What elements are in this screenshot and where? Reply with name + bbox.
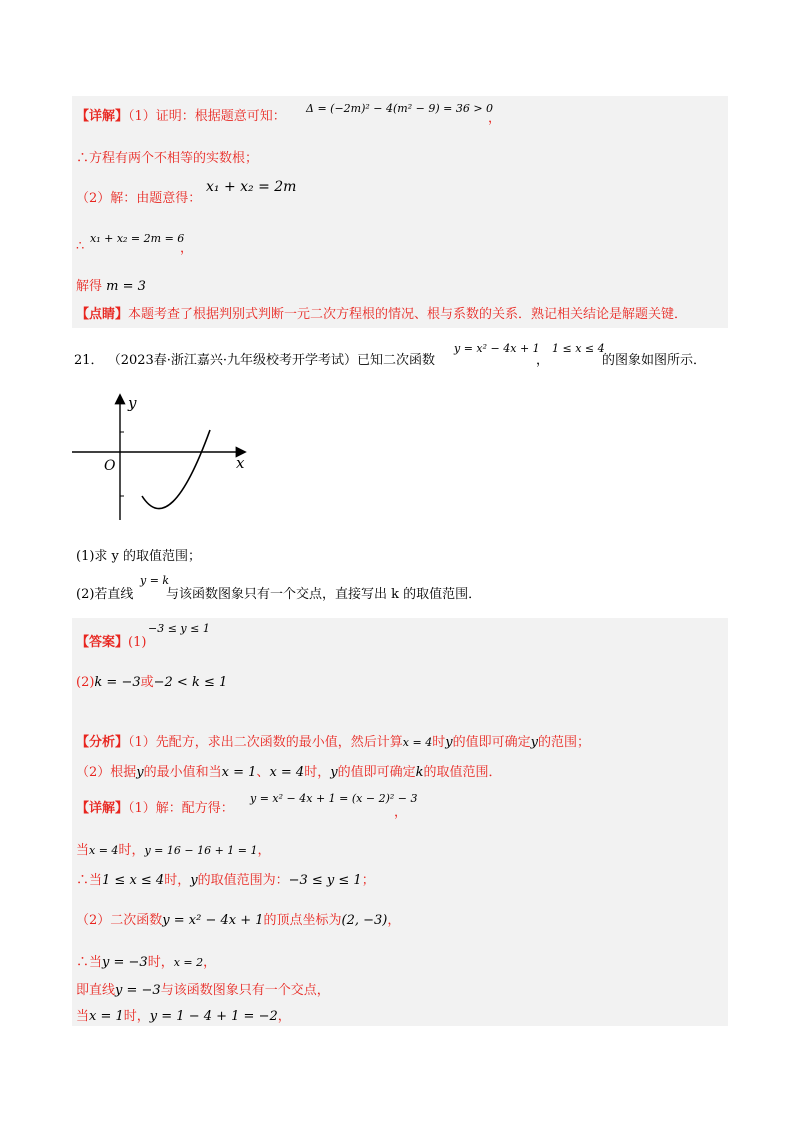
punct: ， xyxy=(394,805,408,820)
punct: ， xyxy=(536,353,550,368)
detail2-line-4: （2）二次函数y = x² − 4x + 1的顶点坐标为(2, −3)， xyxy=(76,913,401,928)
answer-line-2: (2)k = −3或−2 < k ≤ 1 xyxy=(76,675,228,690)
question-function: y = x² − 4x + 1 xyxy=(454,342,540,355)
answer-line-1: 【答案】(1) xyxy=(76,635,147,650)
question-range: 1 ≤ x ≤ 4 xyxy=(552,342,605,355)
detail2-line-6: 即直线y = −3与该函数图象只有一个交点， xyxy=(76,983,330,998)
comment-line: 【点睛】本题考查了根据判别式判断一元二次方程根的情况、根与系数的关系．熟记相关结论是解题关键． xyxy=(76,307,688,322)
detail2-line-1: 【详解】（1）解：配方得： xyxy=(76,801,234,816)
analysis-line-2: （2）根据y的最小值和当x = 1、x = 4时，y的值即可确定k的取值范围． xyxy=(76,765,502,780)
x-axis-label: x xyxy=(236,454,245,472)
solution-block-1 xyxy=(72,96,728,328)
detail-line-3: （2）解：由题意得： xyxy=(76,191,202,206)
sum-equals-six: x₁ + x₂ = 2m = 6 xyxy=(90,232,185,245)
question-tail: 的图象如图所示． xyxy=(602,353,707,368)
analysis-line-1: 【分析】（1）先配方，求出二次函数的最小值，然后计算x = 4时y的值即可确定y的范围； xyxy=(76,735,590,750)
parabola-curve xyxy=(142,430,210,509)
completed-square: y = x² − 4x + 1 = (x − 2)² − 3 xyxy=(250,792,418,805)
part-1-question: (1)求 y 的取值范围； xyxy=(76,549,202,564)
answer-1-range: −3 ≤ y ≤ 1 xyxy=(148,622,210,635)
origin-label: O xyxy=(104,458,116,474)
question-line: 21． （2023春·浙江嘉兴·九年级校考开学考试）已知二次函数 xyxy=(74,353,436,368)
detail-line-4-pre: ∴ xyxy=(76,239,85,254)
sum-formula: x₁ + x₂ = 2m xyxy=(206,179,297,195)
part-2-question-a: (2)若直线 xyxy=(76,587,134,602)
detail2-line-5: ∴当y = −3时，x = 2， xyxy=(76,955,217,970)
parabola-figure xyxy=(64,390,264,526)
detail-line-5: 解得 m = 3 xyxy=(76,279,146,294)
detail-line-1: 【详解】（1）证明：根据题意可知： xyxy=(76,109,286,124)
part-2-question-b: 与该函数图象只有一个交点，直接写出 k 的取值范围． xyxy=(166,587,482,602)
detail2-line-3: ∴当1 ≤ x ≤ 4时，y的取值范围为：−3 ≤ y ≤ 1； xyxy=(76,873,375,888)
discriminant-formula: Δ = (−2m)² − 4(m² − 9) = 36 > 0 xyxy=(306,102,494,115)
detail-line-2: ∴方程有两个不相等的实数根； xyxy=(76,151,259,166)
detail-tag: 【详解】 xyxy=(76,109,129,124)
y-axis-label: y xyxy=(128,394,137,412)
detail2-line-2: 当x = 4时，y = 16 − 16 + 1 = 1， xyxy=(76,843,271,858)
line-y-k: y = k xyxy=(140,574,170,587)
punct: ， xyxy=(488,111,502,126)
detail2-line-7: 当x = 1时，y = 1 − 4 + 1 = −2， xyxy=(76,1009,291,1024)
punct: ， xyxy=(180,241,194,256)
